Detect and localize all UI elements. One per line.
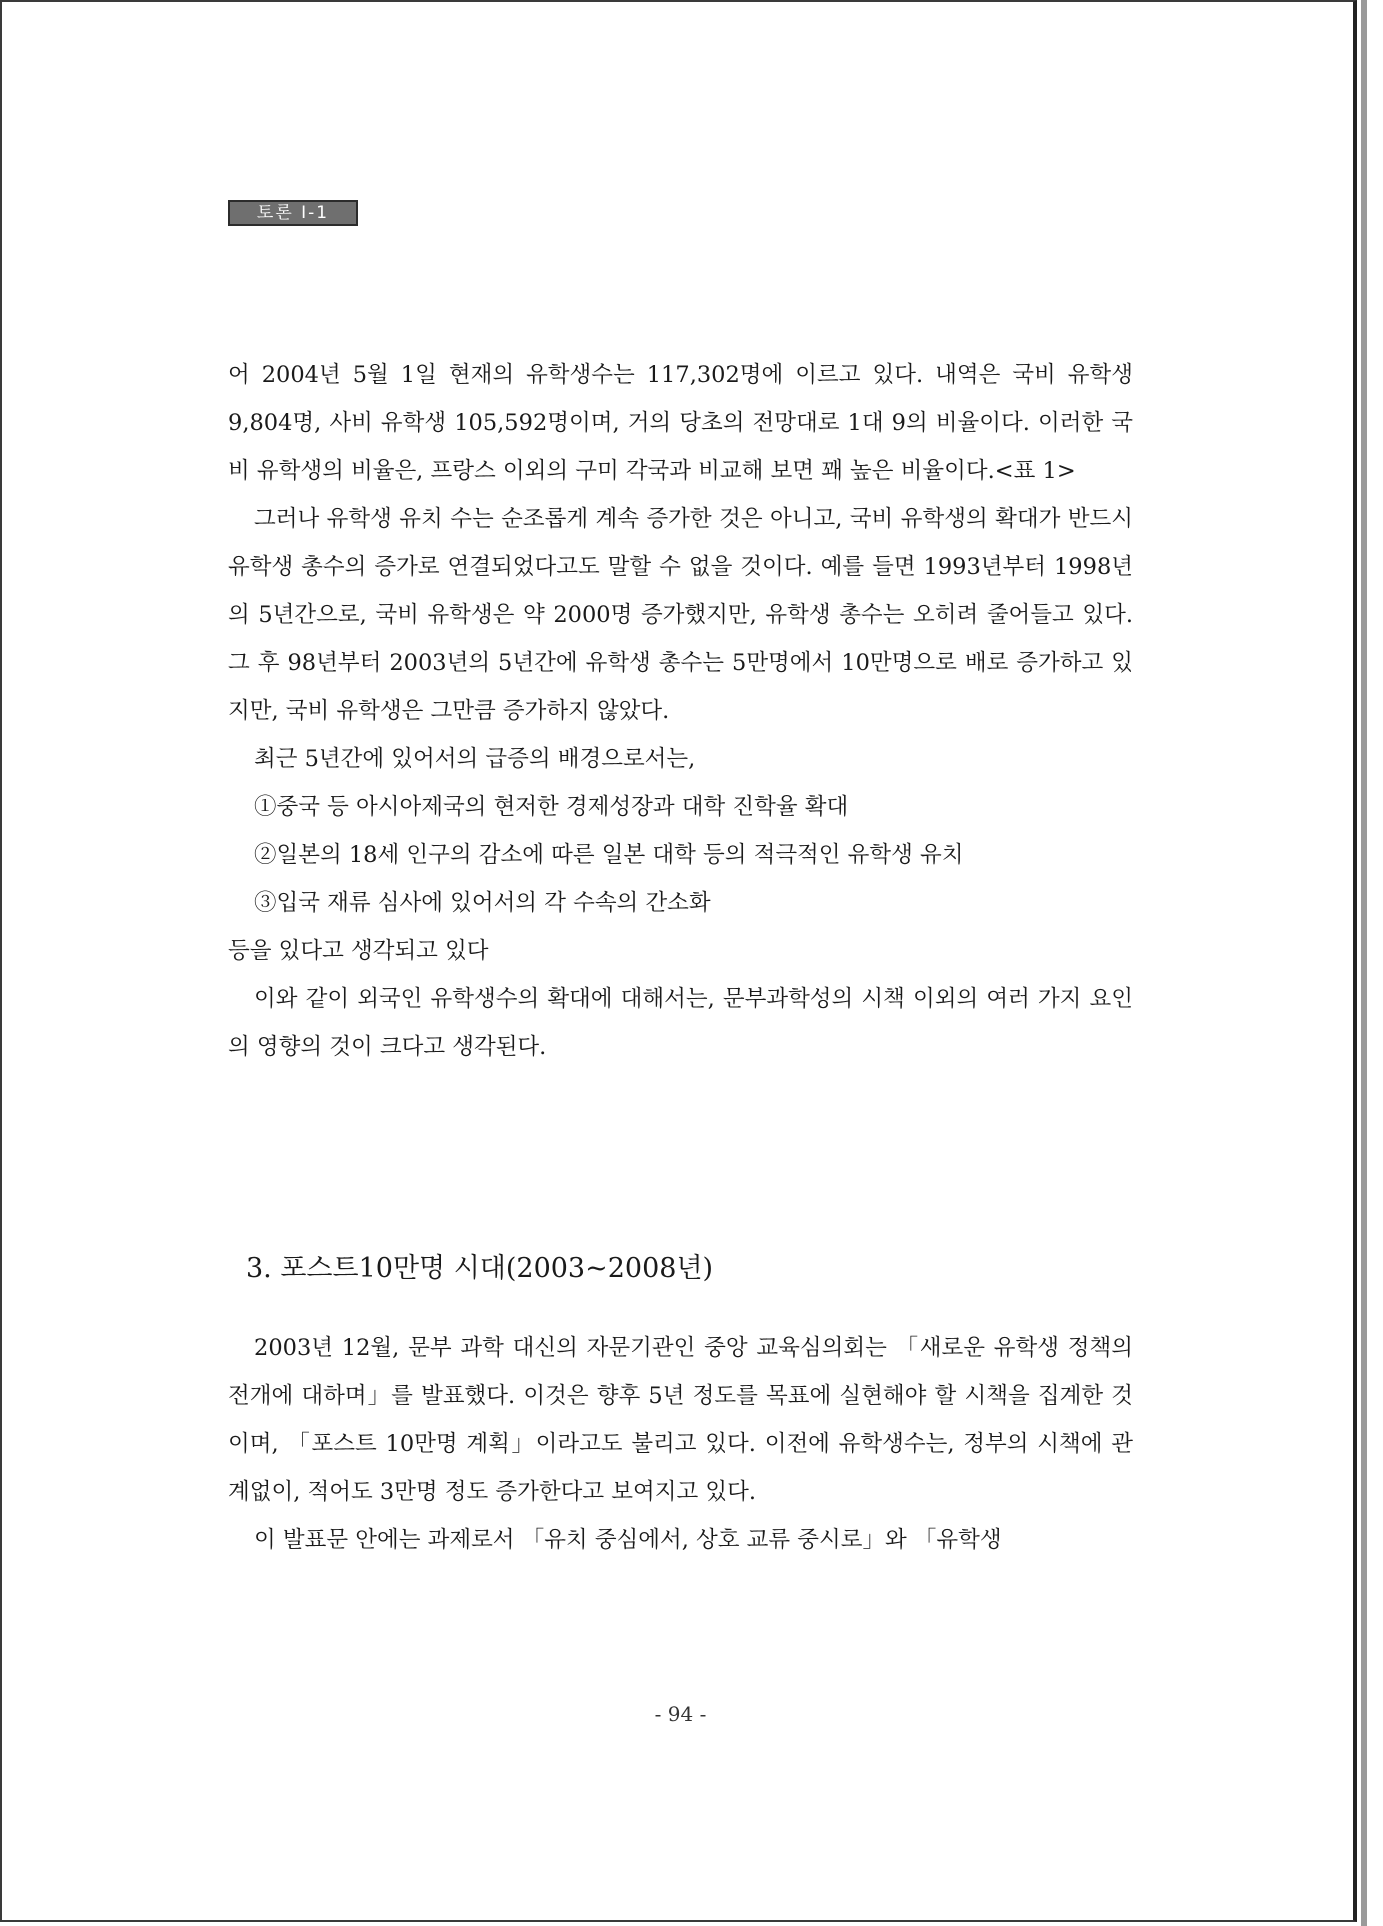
section-tag: 토론 Ⅰ-1 (228, 200, 358, 226)
list-item: ③입국 재류 심사에 있어서의 각 수속의 간소화 (254, 890, 711, 916)
paragraph: 이 발표문 안에는 과제로서 「유치 중심에서, 상호 교류 중시로」와 「유학생 (254, 1527, 1002, 1553)
paragraph: 어 2004년 5월 1일 현재의 유학생수는 117,302명에 이르고 있다. 내역은 국비 유학생 9,804명, 사비 유학생 105,592명이며, 거의 당초의 전망대로 1대 9의 비율이다. 이러한 국비 유학생의 비율은, 프랑스 이외의 구미 각국과 비교해 보면 꽤 높은 비율이다.<표 1> (228, 362, 1133, 484)
paragraph: 2003년 12월, 문부 과학 대신의 자문기관인 중앙 교육심의회는 「새로운 유학생 정책의 전개에 대하며」를 발표했다. 이것은 향후 5년 정도를 목표에 실현해야 할 시책을 집계한 것이며, 「포스트 10만명 계획」이라고도 불리고 있다. 이전에 유학생수는, 정부의 시책에 관계없이, 적어도 3만명 정도 증가한다고 보여지고 있다. (228, 1335, 1133, 1505)
paragraph: 최근 5년간에 있어서의 급증의 배경으로서는, (254, 746, 696, 772)
page-edge-shadow (1361, 0, 1367, 1926)
list-item: ②일본의 18세 인구의 감소에 따른 일본 대학 등의 적극적인 유학생 유치 (254, 842, 964, 868)
paragraph: 등을 있다고 생각되고 있다 (228, 938, 489, 964)
body-text-block-1 (228, 351, 1133, 1071)
paragraph: 이와 같이 외국인 유학생수의 확대에 대해서는, 문부과학성의 시책 이외의 여러 가지 요인의 영향의 것이 크다고 생각된다. (228, 986, 1133, 1060)
body-text-block-2 (228, 1324, 1133, 1564)
paragraph: 그러나 유학생 유치 수는 순조롭게 계속 증가한 것은 아니고, 국비 유학생의 확대가 반드시 유학생 총수의 증가로 연결되었다고도 말할 수 없을 것이다. 예를 들면 1993년부터 1998년의 5년간으로, 국비 유학생은 약 2000명 증가했지만, 유학생 총수는 오히려 줄어들고 있다. 그 후 98년부터 2003년의 5년간에 유학생 총수는 5만명에서 10만명으로 배로 증가하고 있지만, 국비 유학생은 그만큼 증가하지 않았다. (228, 506, 1133, 724)
list-item: ①중국 등 아시아제국의 현저한 경제성장과 대학 진학율 확대 (254, 794, 849, 820)
section-heading: 3. 포스트10만명 시대(2003~2008년) (246, 1253, 714, 1284)
page-number: - 94 - (654, 1702, 707, 1726)
